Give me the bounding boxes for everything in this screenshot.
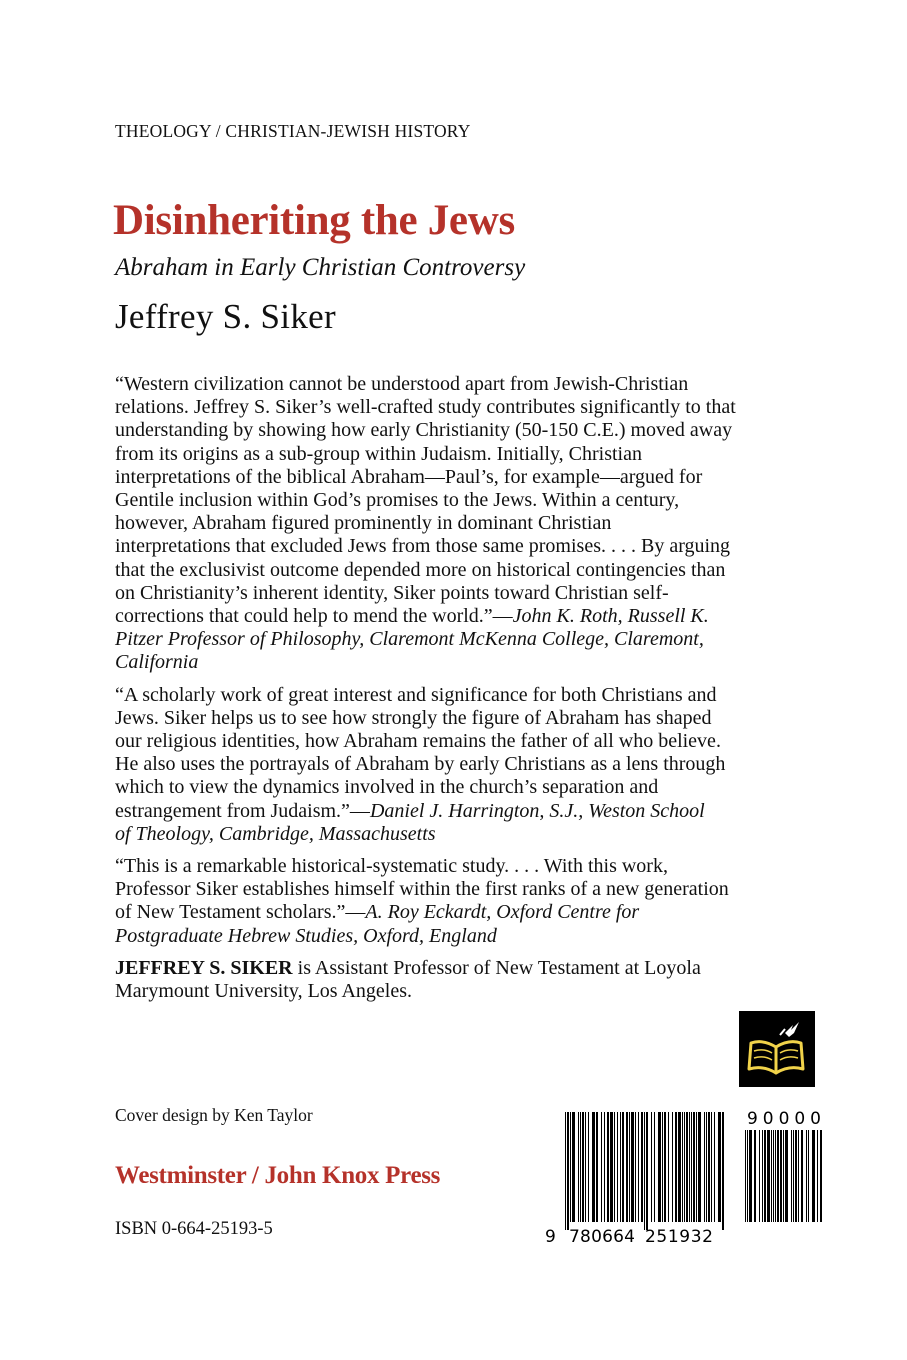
barcode-bar bbox=[668, 1112, 669, 1222]
publisher-name: Westminster / John Knox Press bbox=[115, 1162, 441, 1189]
barcode-bar bbox=[704, 1112, 705, 1222]
quote-text: “A scholarly work of great interest and significance for both Christians and Jews. Siker helps us to see how strongly the figure of Abraham has shaped our religious identities, how Abraham remains the father of all who believe. He also uses the portrayals of Abraham by early Christians as a lens through which to view the dynamics involved in the church’s separation and estrangement from Judaism.”— bbox=[115, 683, 726, 822]
barcode-bar bbox=[580, 1112, 581, 1222]
barcode-bar bbox=[610, 1112, 613, 1222]
barcode-bar bbox=[672, 1112, 673, 1222]
barcode-bar bbox=[754, 1130, 756, 1222]
barcode-bar bbox=[764, 1130, 766, 1222]
barcode-right-digits: 251932 bbox=[645, 1227, 713, 1247]
isbn-number: ISBN 0-664-25193-5 bbox=[115, 1219, 273, 1239]
barcode-bar bbox=[644, 1112, 645, 1230]
author-bio-text: is Assistant Professor of New Testament at Loyola Marymount University, Los Angeles. bbox=[115, 956, 701, 1003]
barcode-bar bbox=[567, 1112, 569, 1230]
barcode-bar bbox=[622, 1112, 624, 1222]
book-subtitle: Abraham in Early Christian Controversy bbox=[115, 254, 526, 281]
book-lightning-icon bbox=[739, 1011, 815, 1087]
barcode-bar bbox=[749, 1130, 752, 1222]
barcode-bar bbox=[582, 1112, 584, 1222]
barcode-bar bbox=[780, 1130, 782, 1222]
barcode-bar bbox=[601, 1112, 602, 1222]
quote-attribution: John K. Roth, Russell K. Pitzer Professor of Philosophy, Claremont McKenna College, Claremont, California bbox=[115, 605, 709, 674]
barcode-bar bbox=[631, 1112, 634, 1222]
barcode-bar bbox=[762, 1130, 763, 1222]
barcode-bar bbox=[662, 1112, 663, 1222]
barcode-bar bbox=[759, 1130, 760, 1222]
author-bio bbox=[115, 957, 795, 1003]
barcode-bar bbox=[783, 1130, 784, 1222]
quote-attribution: A. Roy Eckardt, Oxford Centre for Postgraduate Hebrew Studies, Oxford, England bbox=[115, 901, 640, 947]
barcode-bar bbox=[565, 1112, 566, 1230]
category-label: THEOLOGY / CHRISTIAN-JEWISH HISTORY bbox=[115, 121, 471, 141]
barcode-bar bbox=[638, 1112, 639, 1222]
barcode-bar bbox=[641, 1112, 643, 1222]
barcode-bar bbox=[689, 1112, 690, 1222]
isbn-barcode bbox=[545, 1108, 825, 1248]
barcode-bar bbox=[646, 1112, 648, 1230]
barcode-addon-digits: 90000 bbox=[747, 1109, 821, 1129]
barcode-bar bbox=[698, 1112, 701, 1222]
barcode-addon-bars bbox=[745, 1130, 822, 1222]
blurb-section bbox=[115, 373, 795, 1003]
barcode-bar bbox=[572, 1112, 575, 1222]
barcode-bar bbox=[708, 1112, 710, 1222]
barcode-bar bbox=[793, 1130, 794, 1222]
barcode-bar bbox=[801, 1130, 803, 1222]
barcode-bar bbox=[820, 1130, 822, 1222]
barcode-bar bbox=[635, 1112, 636, 1222]
author-bio-name: JEFFREY S. SIKER bbox=[115, 956, 293, 979]
barcode-bar bbox=[696, 1112, 697, 1222]
barcode-bar bbox=[808, 1130, 809, 1222]
quote-attribution: Daniel J. Harrington, S.J., Weston School of Theology, Cambridge, Massachusetts bbox=[115, 799, 705, 845]
barcode-bar bbox=[711, 1112, 712, 1222]
cover-design-credit: Cover design by Ken Taylor bbox=[115, 1105, 313, 1125]
barcode-bar bbox=[675, 1112, 677, 1222]
barcode-bar bbox=[684, 1112, 685, 1222]
barcode-bar bbox=[706, 1112, 707, 1222]
barcode-bar bbox=[775, 1130, 776, 1222]
endorsement-quote bbox=[115, 684, 795, 846]
barcode-bar bbox=[722, 1112, 724, 1230]
barcode-bar bbox=[806, 1130, 807, 1222]
barcode-bar bbox=[570, 1112, 571, 1222]
barcode-bar bbox=[693, 1112, 695, 1222]
barcode-bar bbox=[773, 1130, 774, 1222]
barcode-bar bbox=[817, 1130, 818, 1222]
book-title: Disinheriting the Jews bbox=[113, 197, 515, 244]
barcode-bar bbox=[682, 1112, 683, 1222]
quote-text: “This is a remarkable historical-systematic study. . . . With this work, Professor Siker establishes himself within the first ranks of a new generation of New Testament scholars.”— bbox=[115, 855, 729, 924]
barcode-bar bbox=[617, 1112, 618, 1222]
barcode-bar bbox=[592, 1112, 595, 1222]
barcode-bar bbox=[596, 1112, 598, 1222]
endorsement-quote bbox=[115, 373, 795, 675]
barcode-bar bbox=[604, 1112, 605, 1222]
barcode-left-digits: 780664 bbox=[569, 1227, 635, 1247]
barcode-bar bbox=[658, 1112, 661, 1222]
barcode-bar bbox=[747, 1130, 748, 1222]
barcode-bar bbox=[620, 1112, 621, 1222]
barcode-bar bbox=[654, 1112, 655, 1222]
publisher-logo bbox=[739, 1011, 815, 1087]
barcode-bar bbox=[767, 1130, 770, 1222]
barcode-bar bbox=[745, 1130, 746, 1222]
barcode-bars bbox=[565, 1112, 724, 1230]
barcode-bar bbox=[795, 1130, 797, 1222]
barcode-bar bbox=[626, 1112, 628, 1222]
barcode-bar bbox=[686, 1112, 688, 1222]
barcode-bar bbox=[714, 1112, 715, 1222]
barcode-bar bbox=[718, 1112, 721, 1222]
barcode-bar bbox=[664, 1112, 666, 1222]
author-name: Jeffrey S. Siker bbox=[115, 297, 336, 336]
barcode-bar bbox=[791, 1130, 792, 1222]
barcode-bar bbox=[798, 1130, 799, 1222]
barcode-bar bbox=[785, 1130, 788, 1222]
barcode-prefix-digit: 9 bbox=[545, 1227, 556, 1247]
barcode-bar bbox=[614, 1112, 615, 1222]
barcode-bar bbox=[588, 1112, 589, 1222]
barcode-bar bbox=[651, 1112, 652, 1222]
barcode-bar bbox=[578, 1112, 579, 1222]
quote-text: “Western civilization cannot be understood apart from Jewish-Christian relations. Jeffrey S. Siker’s well-crafted study contributes significantly to that understanding by showing how early Christianity (50-150 C.E.) moved away from its origins as a sub-group within Judaism. Initially, Christian interpretations of the biblical Abraham—Paul’s, for example—argued for Gentile inclusion within God’s promises to the Jews. Within a century, however, Abraham figured prominently in dominant Christian interpretations that excluded Jews from those same promises. . . . By arguing that the exclusivist outcome depended more on historical contingencies than on Christianity’s inherent identity, Siker points toward Christian self- corrections that could help to mend the world.”— bbox=[115, 373, 736, 628]
barcode-bar bbox=[771, 1130, 772, 1222]
barcode-bar bbox=[607, 1112, 609, 1222]
barcode-bar bbox=[629, 1112, 630, 1222]
barcode-bar bbox=[585, 1112, 586, 1222]
barcode-bar bbox=[678, 1112, 681, 1222]
barcode-bar bbox=[691, 1112, 692, 1222]
barcode-bar bbox=[812, 1130, 815, 1222]
barcode-bar bbox=[777, 1130, 779, 1222]
endorsement-quote bbox=[115, 855, 795, 948]
